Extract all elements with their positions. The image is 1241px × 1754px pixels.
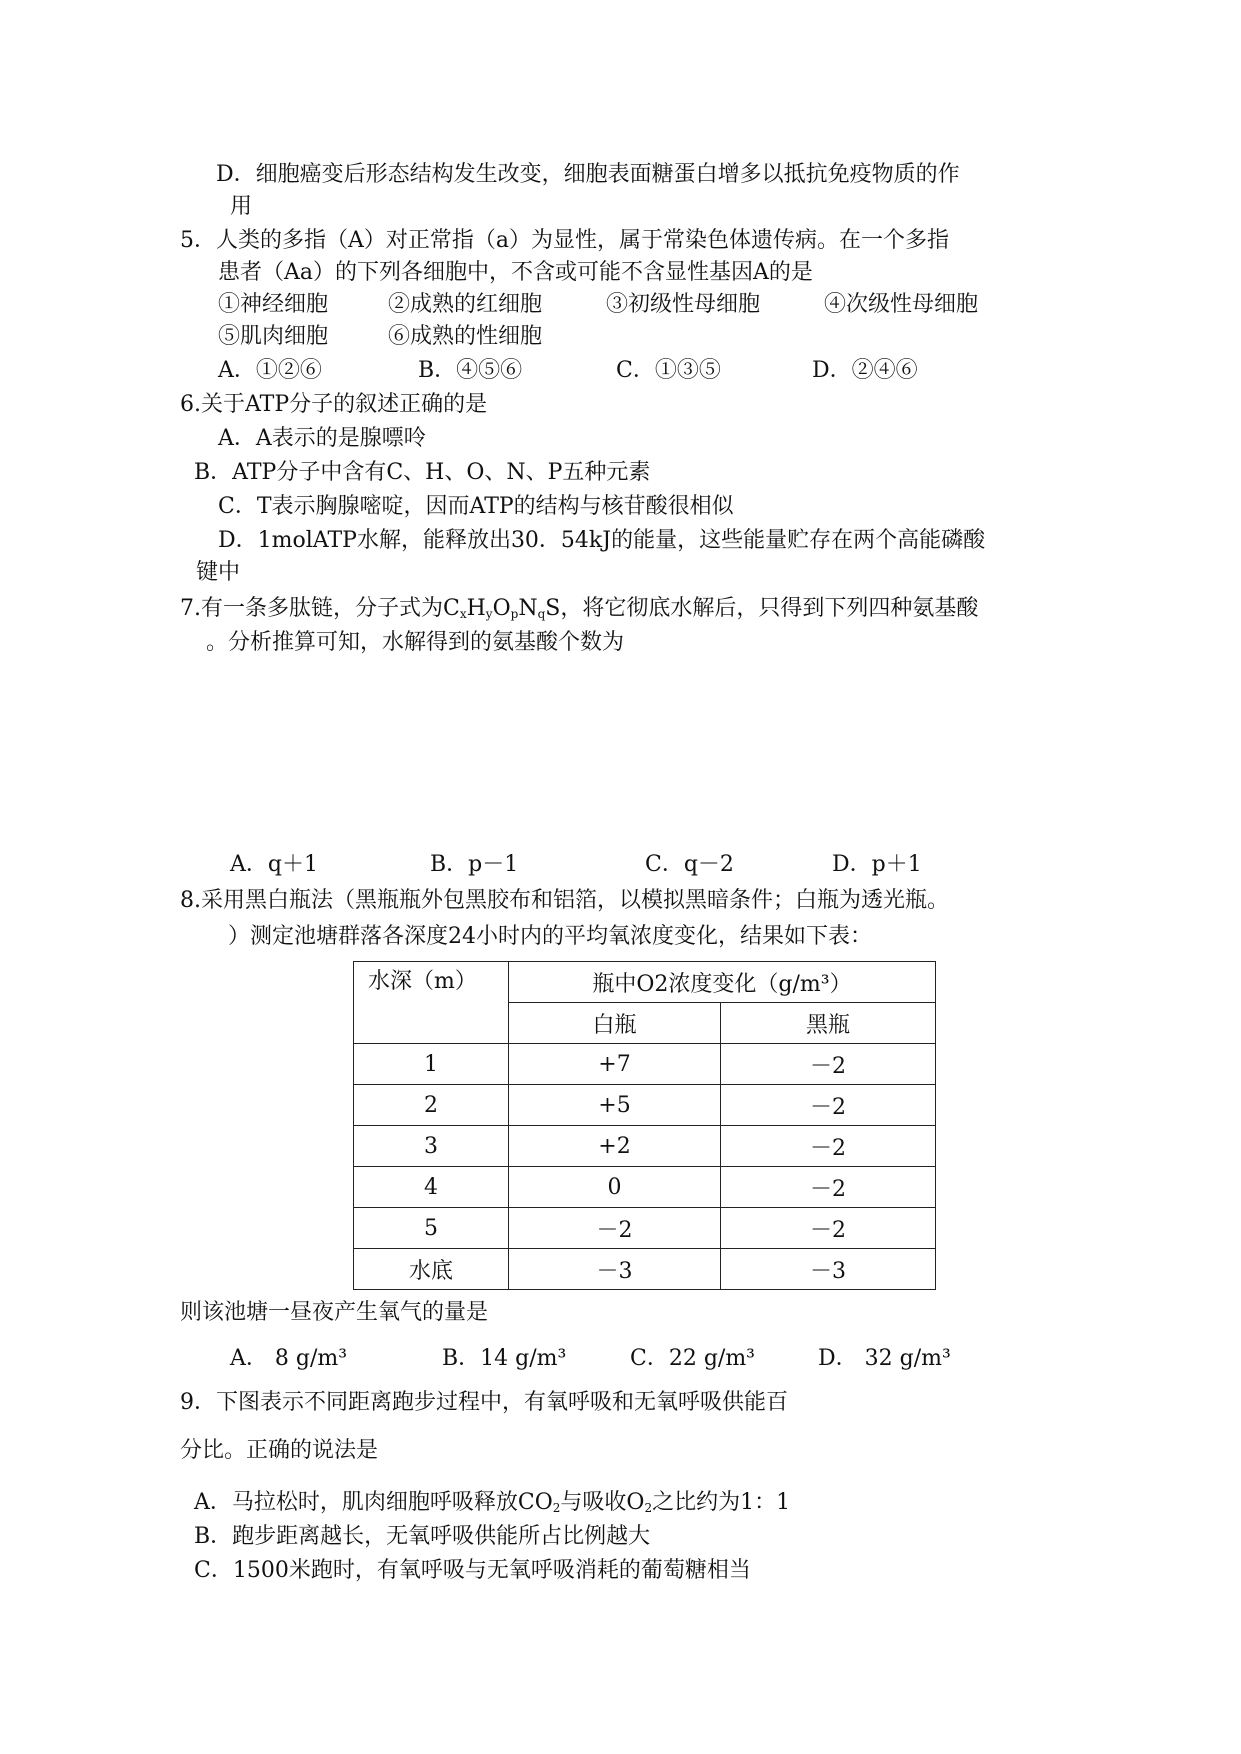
cell-white: +5 [509, 1085, 721, 1126]
q4-option-d-line1: D．细胞癌变后形态结构发生改变，细胞表面糖蛋白增多以抵抗免疫物质的作 [216, 162, 960, 187]
table-row [354, 1167, 936, 1208]
cell-white: +2 [509, 1126, 721, 1167]
q7-o: O [492, 596, 511, 621]
q5-options [218, 356, 918, 386]
table-row [354, 1126, 936, 1167]
q8-option-c: C．22 g/m³ [630, 1346, 755, 1371]
table-row [354, 1249, 936, 1290]
q5-option-d: D．②④⑥ [812, 358, 918, 383]
q6-option-d-line2: 键中 [196, 560, 241, 585]
q4-option-d-line2: 用 [230, 194, 253, 219]
q8-question: 则该池塘一昼夜产生氧气的量是 [180, 1300, 489, 1325]
q9-co2-sub: 2 [552, 1501, 561, 1515]
q5-items-row2 [218, 322, 542, 352]
q9-option-b: B．跑步距离越长，无氧呼吸供能所占比例越大 [194, 1524, 651, 1549]
cell-black: －2 [721, 1126, 936, 1167]
q7-option-c: C．q－2 [645, 852, 734, 877]
table-header-row [354, 962, 936, 1003]
q5-item-6: ⑥成熟的性细胞 [388, 324, 543, 349]
cell-depth: 3 [354, 1126, 509, 1167]
q8-option-b: B．14 g/m³ [442, 1346, 567, 1371]
q7-stem-line2: 。分析推算可知，水解得到的氨基酸个数为 [206, 630, 625, 655]
q5-option-b: B．④⑤⑥ [418, 358, 523, 383]
q8-options [230, 1344, 951, 1374]
q7-stem-post: S，将它彻底水解后，只得到下列四种氨基酸 [545, 596, 979, 621]
q9-stem-line2: 分比。正确的说法是 [180, 1438, 379, 1463]
q5-stem-line2: 患者（Aa）的下列各细胞中，不含或可能不含显性基因A的是 [218, 260, 813, 285]
q9-option-c: C．1500米跑时，有氧呼吸与无氧呼吸消耗的葡萄糖相当 [194, 1558, 751, 1583]
cell-black: －3 [721, 1249, 936, 1290]
q7-option-a: A．q＋1 [230, 852, 318, 877]
q7-option-b: B．p－1 [430, 852, 519, 877]
q5-item-1: ①神经细胞 [218, 292, 329, 317]
q5-item-3: ③初级性母细胞 [606, 292, 761, 317]
table-row [354, 1044, 936, 1085]
q8-stem-line1: 8.采用黑白瓶法（黑瓶瓶外包黑胶布和铝箔，以模拟黑暗条件；白瓶为透光瓶。 [180, 888, 949, 913]
q9-o2-sub: 2 [644, 1501, 653, 1515]
q5-item-5: ⑤肌肉细胞 [218, 324, 329, 349]
q8-option-d: D． 32 g/m³ [818, 1346, 951, 1371]
header-white-bottle: 白瓶 [509, 1003, 721, 1044]
q5-items-row1 [218, 290, 978, 320]
q5-option-c: C．①③⑤ [616, 358, 721, 383]
q7-sub-p: p [510, 607, 519, 621]
cell-black: －2 [721, 1167, 936, 1208]
q7-sub-y: y [485, 607, 493, 621]
table-row [354, 1085, 936, 1126]
q7-options [230, 850, 922, 880]
q7-option-d: D．p＋1 [832, 852, 922, 877]
header-o2-change: 瓶中O2浓度变化（g/m³） [509, 962, 936, 1003]
q5-item-2: ②成熟的红细胞 [388, 292, 543, 317]
q5-stem-line1: 5．人类的多指（A）对正常指（a）为显性，属于常染色体遗传病。在一个多指 [180, 228, 950, 253]
q8-option-a: A． 8 g/m³ [230, 1346, 348, 1371]
q7-h: H [466, 596, 486, 621]
q9-option-a [194, 1488, 790, 1523]
q9-option-a-pre: A．马拉松时，肌肉细胞呼吸释放CO [194, 1490, 553, 1515]
oxygen-table [353, 961, 936, 1290]
header-black-bottle: 黑瓶 [721, 1003, 936, 1044]
cell-depth: 5 [354, 1208, 509, 1249]
cell-depth: 1 [354, 1044, 509, 1085]
q7-n: N [518, 596, 538, 621]
cell-depth: 水底 [354, 1249, 509, 1290]
cell-white: －3 [509, 1249, 721, 1290]
cell-white: －2 [509, 1208, 721, 1249]
q6-option-a: A．A表示的是腺嘌呤 [218, 426, 426, 451]
cell-black: －2 [721, 1085, 936, 1126]
q6-option-b: B．ATP分子中含有C、H、O、N、P五种元素 [194, 460, 651, 485]
cell-white: +7 [509, 1044, 721, 1085]
q7-sub-x: x [459, 607, 467, 621]
q7-stem-pre: 7.有一条多肽链，分子式为C [180, 596, 460, 621]
q6-option-c: C．T表示胸腺嘧啶，因而ATP的结构与核苷酸很相似 [218, 494, 734, 519]
q6-option-d-line1: D．1molATP水解，能释放出30．54kJ的能量，这些能量贮存在两个高能磷酸 [218, 528, 986, 553]
q8-stem-line2: ）测定池塘群落各深度24小时内的平均氧浓度变化，结果如下表： [228, 924, 872, 949]
q7-sub-q: q [537, 607, 546, 621]
cell-black: －2 [721, 1044, 936, 1085]
q9-option-a-mid: 与吸收O [560, 1490, 645, 1515]
header-depth: 水深（m） [354, 962, 509, 1044]
q9-option-a-post: 之比约为1：1 [652, 1490, 791, 1515]
cell-black: －2 [721, 1208, 936, 1249]
table-row [354, 1208, 936, 1249]
q7-stem-line1 [180, 594, 978, 629]
q5-option-a: A．①②⑥ [218, 358, 322, 383]
q5-item-4: ④次级性母细胞 [824, 292, 979, 317]
q9-stem-line1: 9．下图表示不同距离跑步过程中，有氧呼吸和无氧呼吸供能百 [180, 1390, 788, 1415]
cell-depth: 4 [354, 1167, 509, 1208]
cell-white: 0 [509, 1167, 721, 1208]
q6-stem: 6.关于ATP分子的叙述正确的是 [180, 392, 488, 417]
cell-depth: 2 [354, 1085, 509, 1126]
